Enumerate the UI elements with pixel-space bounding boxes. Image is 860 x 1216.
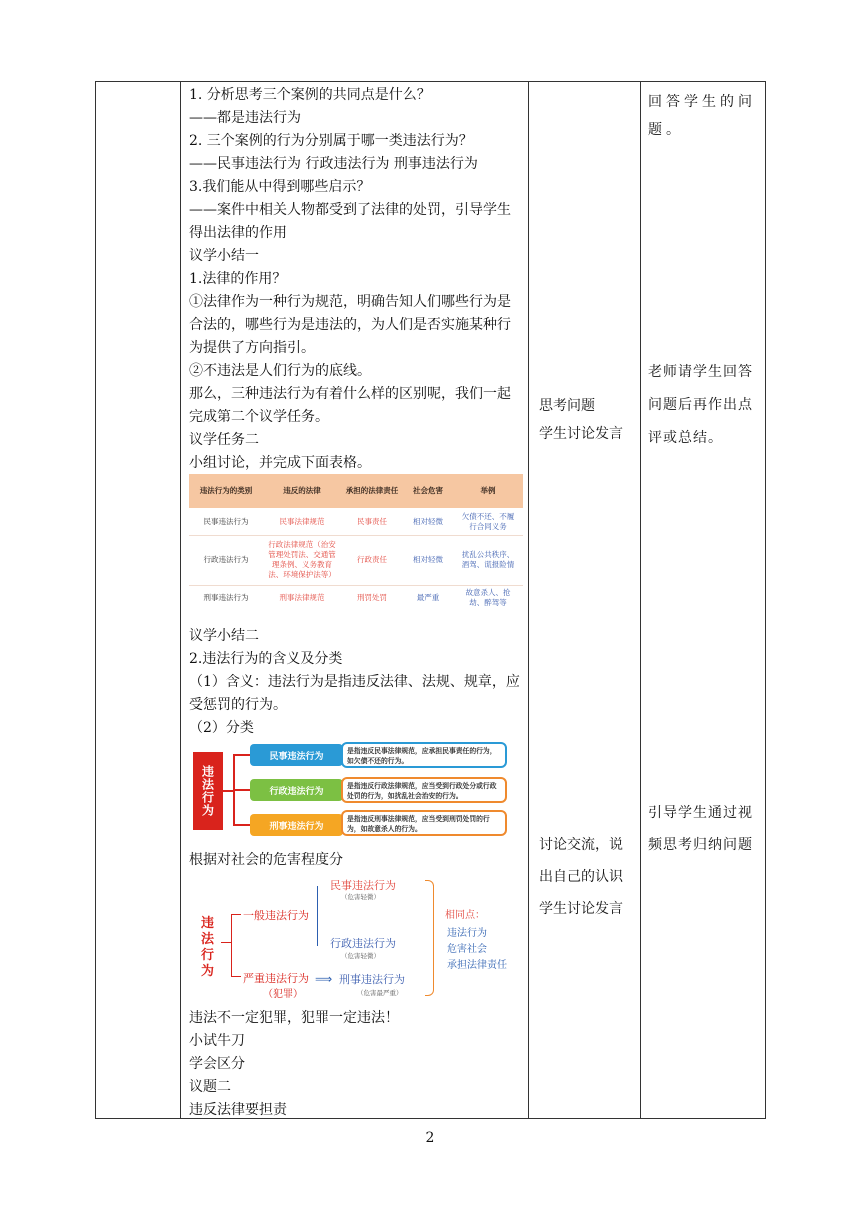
text-line: 2. 三个案例的行为分别属于哪一类违法行为？ [189,133,473,149]
main-content-4 [189,1007,523,1122]
section-heading: 议学小结二 [189,628,259,644]
col-divider-2 [528,81,529,1119]
text-paragraph: 老师请学生回答问题后再作出点评或总结。 [648,364,753,446]
category-description: 是指违反刑事法律规范，应当受到刑罚处罚的行为，如故意杀人的行为。 [341,810,507,836]
table-cell: 刑事违法行为 [203,593,249,602]
text-line: 2.违法行为的含义及分类 [189,651,343,667]
page-number: 2 [425,1130,435,1146]
main-content-3 [189,849,523,872]
table-cell: 行政责任 [357,555,387,564]
text-paragraph: 那么，三种违法行为有着什么样的区别呢，我们一起完成第二个议学任务。 [189,386,511,425]
table-cell: 行政法律规范（治安管理处罚法、交通管理条例、义务教育法、环境保护法等） [268,540,336,579]
category-pill: 刑事违法行为 [250,814,343,836]
connector [231,914,232,976]
law-comparison-table [189,474,523,610]
table-header-cell: 承担的法律责任 [345,486,399,495]
text-paragraph: 回答学生的问题。 [648,94,756,138]
table-cell: 民事法律规范 [279,517,325,526]
category-description: 是指违反行政法律规范，应当受到行政处分或行政处罚的行为，如扰乱社会治安的行为。 [341,777,507,803]
text-line: 违法不一定犯罪，犯罪一定违法！ [189,1010,399,1026]
col-divider-1 [180,81,181,1119]
connector [231,976,241,977]
text-line: 学会区分 [189,1056,245,1072]
connector [233,789,250,791]
table-header-cell: 违反的法律 [283,486,321,495]
text-line: 违反法律要担责 [189,1102,287,1118]
text-line: 1. 分析思考三个案例的共同点是什么？ [189,87,431,103]
table-cell: 民事责任 [357,517,387,526]
arrow-icon: ⟹ [315,972,333,986]
text-line: 3.我们能从中得到哪些启示？ [189,179,371,195]
tree-root: 违法行为 [201,916,215,979]
common-title: 相同点： [445,910,485,921]
civil-note: （危害轻微） [341,893,380,901]
admin-note: （危害轻微） [341,952,380,960]
table-cell: 故意杀人、抢劫、醉驾等 [465,588,511,607]
text-paragraph: 引导学生通过视频思考归纳问题 [648,805,753,853]
civil-violation: 民事违法行为 [330,879,396,892]
student-activity-2 [539,829,623,925]
text-line: 根据对社会的危害程度分 [189,852,343,868]
root-box: 违法行为 [193,752,223,830]
table-cell: 相对轻微 [413,555,443,564]
text-line: （2）分类 [189,720,254,736]
admin-violation: 行政违法行为 [330,937,396,950]
table-cell: 刑事法律规范 [279,593,325,602]
section-heading: 议学任务二 [189,432,259,448]
text-line: 小组讨论，并完成下面表格。 [189,455,371,471]
common-item: 危害社会 [447,944,487,955]
harm-degree-diagram [189,872,523,1002]
text-line: 出自己的认识 [539,869,623,885]
connector [223,790,233,792]
table-cell: 相对轻微 [413,517,443,526]
table-border-top [95,81,765,82]
text-line: 思考问题 [539,398,595,414]
text-line: 学生讨论发言 [539,426,623,442]
main-content [189,84,523,475]
table-cell: 最严重 [416,593,440,602]
table-cell: 民事违法行为 [203,517,249,526]
category-pill: 民事违法行为 [250,744,343,766]
table-cell: 行政违法行为 [203,555,249,564]
connector [317,886,318,946]
table-cell: 欠债不还、不履行合同义务 [461,512,515,531]
text-paragraph: （1）含义：违法行为是指违反法律、法规、规章，应受惩罚的行为。 [189,674,520,713]
text-paragraph: ①法律作为一种行为规范，明确告知人们哪些行为是合法的，哪些行为是违法的，为人们是否实施某种行为提供了方向指引。 [189,294,511,356]
table-border-right [765,81,766,1119]
classification-diagram [189,738,523,834]
table-header-cell: 违法行为的类别 [199,486,253,495]
connector [233,754,250,756]
common-item: 违法行为 [447,928,487,939]
text-line: 1.法律的作用？ [189,271,287,287]
text-line: ②不违法是人们行为的底线。 [189,363,371,379]
category-pill: 行政违法行为 [250,779,343,801]
main-content-2 [189,625,523,740]
text-line: 学生讨论发言 [539,901,623,917]
table-header-cell: 社会危害 [413,486,443,495]
crime-note: （犯罪） [263,989,303,1000]
text-line: 讨论交流，说 [539,837,623,853]
text-line: 议题二 [189,1079,231,1095]
common-item: 承担法律责任 [447,960,507,971]
student-activity-1 [539,392,623,448]
table-border-left [95,81,96,1119]
text-line: 小试牛刀 [189,1033,245,1049]
connector [231,914,241,915]
section-heading: 议学小结一 [189,248,259,264]
serious-violation: 严重违法行为 [243,972,309,985]
table-header-cell: 举例 [480,486,496,495]
teacher-note-1 [648,88,760,144]
text-line: ——民事违法行为 行政违法行为 刑事违法行为 [189,156,478,172]
category-description: 是指违反民事法律规范，应承担民事责任的行为，如欠债不还的行为。 [341,742,507,768]
table-cell: 刑罚处罚 [357,593,387,602]
teacher-note-2 [648,356,760,455]
criminal-violation: 刑事违法行为 [339,973,405,986]
col-divider-3 [640,81,641,1119]
table-cell: 扰乱公共秩序、酒驾、谎报险情 [461,550,515,569]
general-violation: 一般违法行为 [243,909,309,922]
connector [221,942,231,943]
text-line: ——都是违法行为 [189,110,301,126]
connector [233,824,250,826]
text-line: ——案件中相关人物都受到了法律的处罚，引导学生得出法律的作用 [189,202,511,241]
criminal-note: （危害最严重） [357,989,403,997]
teacher-note-3 [648,797,760,861]
bracket [425,880,434,996]
